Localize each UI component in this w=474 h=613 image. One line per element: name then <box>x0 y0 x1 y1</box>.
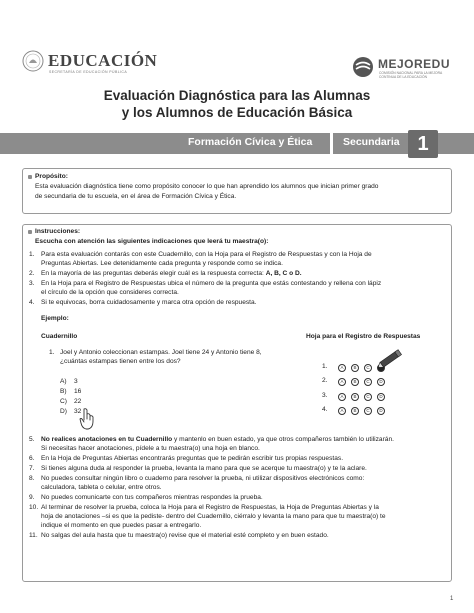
grade-badge: 1 <box>408 130 438 158</box>
item-1-line-1: Para esta evaluación contarás con este Cuadernillo, con la Hoja para el Registro de Respuestas y con la Hoja de <box>41 251 372 258</box>
answer-bubble-a: A <box>338 364 346 372</box>
item-number: 3. <box>29 280 35 287</box>
answer-bubble-b: B <box>351 407 359 415</box>
title-line-2: y los Alumnos de Educación Básica <box>121 105 353 120</box>
item-number: 4. <box>29 299 35 306</box>
answer-bubble-c: C <box>364 378 372 386</box>
item-number: 8. <box>29 475 35 482</box>
option-letter: A) <box>60 378 67 385</box>
header <box>0 0 474 88</box>
page-title <box>0 87 474 121</box>
question-line-1: Joel y Antonio coleccionan estampas. Joel tiene 24 y Antonio tiene 8, <box>60 349 262 356</box>
item-5-bold: No realices anotaciones en tu Cuadernillo <box>41 436 173 443</box>
answer-bubble-a: A <box>338 393 346 401</box>
item-2-bold: A, B, C o D. <box>265 270 302 277</box>
booklet-label: Cuadernillo <box>41 333 78 340</box>
item-2-line-1: En la mayoría de las preguntas deberás elegir cuál es la respuesta correcta: A, B, C o D. <box>41 270 302 277</box>
item-8-line-1: No puedes consultar ningún libro o cuaderno para resolver la prueba, ni utilizar dispositivos electrónicos como: <box>41 475 365 482</box>
option-letter: B) <box>60 388 67 395</box>
instructions-heading: Instrucciones: <box>35 228 81 235</box>
pencil-icon <box>374 347 406 371</box>
item-8-line-2: calculadora, tableta o celular, entre otros. <box>41 484 162 491</box>
answer-bubble-a: A <box>338 378 346 386</box>
purpose-text-line-1: Esta evaluación diagnóstica tiene como propósito conocer lo que han aprendido los alumnos que inician primer grado <box>35 183 379 190</box>
option-value: 22 <box>74 398 82 405</box>
education-logo-title: EDUCACIÓN <box>48 51 158 70</box>
item-10-line-3: indique el momento en que puedes pasar a entregarlo. <box>41 522 202 529</box>
subject-banner <box>0 130 474 158</box>
title-line-1: Evaluación Diagnóstica para las Alumnas <box>103 88 371 103</box>
answer-bubble-d: D <box>377 378 385 386</box>
sheet-row-number: 4. <box>322 406 328 413</box>
sheet-row-number: 3. <box>322 392 328 399</box>
item-number: 1. <box>29 251 35 258</box>
item-11-line-1: No salgas del aula hasta que tu maestra(o) revise que el material esté completo y en buen estado. <box>41 532 329 539</box>
item-3-line-2: el círculo de la opción que consideres correcta. <box>41 289 179 296</box>
answer-bubble-b: B <box>351 378 359 386</box>
answer-bubble-c: C <box>364 407 372 415</box>
item-5-line-1: No realices anotaciones en tu Cuadernillo y mantenlo en buen estado, ya que otros compañeros también lo utilizarán. <box>41 436 394 443</box>
option-letter: D) <box>60 408 67 415</box>
option-value: 32 <box>74 408 82 415</box>
purpose-heading: Propósito: <box>35 173 68 180</box>
item-number: 10. <box>29 504 39 511</box>
item-number: 2. <box>29 270 35 277</box>
pointing-hand-icon <box>78 407 98 431</box>
option-value: 3 <box>74 378 78 385</box>
item-5-line-2: Si necesitas hacer anotaciones, pídele a tu maestra(o) una hoja en blanco. <box>41 445 260 452</box>
sheet-row-number: 1. <box>322 363 328 370</box>
education-logo-subtitle: SECRETARÍA DE EDUCACIÓN PÚBLICA <box>49 70 128 74</box>
item-number: 7. <box>29 465 35 472</box>
answer-bubble-b: B <box>351 393 359 401</box>
example-heading: Ejemplo: <box>41 315 69 322</box>
answer-bubble-c: C <box>364 393 372 401</box>
item-number: 5. <box>29 436 35 443</box>
item-4-line-1: Si te equivocas, borra cuidadosamente y marca otra opción de respuesta. <box>41 299 257 306</box>
answer-sheet-label: Hoja para el Registro de Respuestas <box>306 333 421 340</box>
option-letter: C) <box>60 398 67 405</box>
answer-bubble-a: A <box>338 407 346 415</box>
question-number: 1. <box>49 349 55 356</box>
purpose-text-line-2: de secundaria de tu escuela, en el área de Formación Cívica y Ética. <box>35 193 237 200</box>
option-value: 16 <box>74 388 82 395</box>
mejoredu-logo-subtitle: COMISIÓN NACIONAL PARA LA MEJORA CONTINUA DE LA EDUCACIÓN <box>379 71 443 79</box>
answer-bubble-d: D <box>377 393 385 401</box>
coat-of-arms-icon <box>22 50 44 72</box>
item-3-line-1: En la Hoja para el Registro de Respuestas ubica el número de la pregunta que estás contestando y rellena con lápiz <box>41 280 382 287</box>
mejoredu-logo-title: MEJOREDU <box>378 57 451 71</box>
question-line-2: ¿cuántas estampas tienen entre los dos? <box>60 358 181 365</box>
item-number: 9. <box>29 494 35 501</box>
item-10-line-2: hoja de anotaciones –si es que la pediste- dentro del Cuadernillo, ciérralo y levanta la mano para que tu maestra(o) te <box>41 513 386 520</box>
instructions-bullet <box>28 230 32 234</box>
instructions-intro: Escucha con atención las siguientes indicaciones que leerá tu maestra(o): <box>35 238 269 245</box>
page-number: 1 <box>450 596 454 602</box>
mejoredu-logo-icon <box>352 56 374 78</box>
sheet-row-number: 2. <box>322 377 328 384</box>
item-10-line-1: Al terminar de resolver la prueba, coloca la Hoja para el Registro de Respuestas, la Hoja de Preguntas Abiertas y la <box>41 504 379 511</box>
answer-bubble-d: D <box>377 407 385 415</box>
answer-bubble-c: C <box>364 364 372 372</box>
item-number: 11. <box>29 532 38 539</box>
answer-bubble-b: B <box>351 364 359 372</box>
item-1-line-2: Preguntas Abiertas. Lee detenidamente cada pregunta y responde como se indica. <box>41 260 283 267</box>
purpose-bullet <box>28 175 32 179</box>
level-label: Secundaria <box>343 136 400 148</box>
subject-label: Formación Cívica y Ética <box>188 136 313 148</box>
item-6-line-1: En la Hoja de Preguntas Abiertas encontrarás preguntas que te pedirán escribir tus propias respuestas. <box>41 455 344 462</box>
item-9-line-1: No puedes comunicarte con tus compañeros mientras respondes la prueba. <box>41 494 263 501</box>
item-7-line-1: Si tienes alguna duda al responder la prueba, levanta la mano para que se acerque tu maestra(o) y te la aclare. <box>41 465 367 472</box>
item-number: 6. <box>29 455 35 462</box>
